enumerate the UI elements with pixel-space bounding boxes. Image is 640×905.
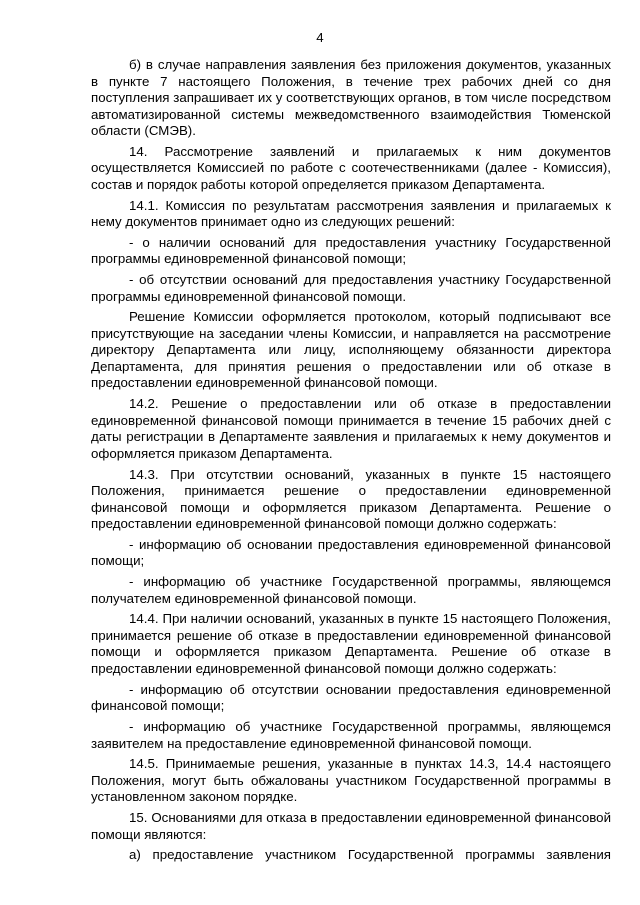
paragraph-14-3-grant-decision: 14.3. При отсутствии оснований, указанных в пункте 15 настоящего Положения, принимается решение о предоставлении единовременной финансовой помощи и оформляется приказом Департамента. Решение о предоставлении единовременной финансовой помощи должно содержать: xyxy=(91,466,611,532)
paragraph-15-refusal-grounds: 15. Основаниями для отказа в предоставлении единовременной финансовой помощи являются: xyxy=(91,810,611,842)
paragraph-14-commission: 14. Рассмотрение заявлений и прилагаемых к ним документов осуществляется Комиссией по работе с соотечественниками (далее - Комиссия), состав и порядок работы которой определяется приказом Департамента. xyxy=(91,143,611,192)
paragraph-14-3-recipient-info: - информацию об участнике Государственной программы, являющемся получателем единовременной финансовой помощи. xyxy=(91,574,611,606)
paragraph-14-5-appeal: 14.5. Принимаемые решения, указанные в пунктах 14.3, 14.4 настоящего Положения, могут быть обжалованы участником Государственной программы в установленном законом порядке. xyxy=(91,756,611,805)
paragraph-13b-request-documents: б) в случае направления заявления без приложения документов, указанных в пункте 7 настоящего Положения, в течение трех рабочих дней со дня поступления запрашивает их у соответствующих органов, в том числе посредством автоматизированной системы межведомственного взаимодействия Тюменской области (СМЭВ). xyxy=(91,57,611,138)
document-body xyxy=(91,57,611,864)
paragraph-15a-application: а) предоставление участником Государственной программы заявления xyxy=(129,847,611,863)
paragraph-14-1-decisions: 14.1. Комиссия по результатам рассмотрения заявления и прилагаемых к нему документов принимает одно из следующих решений: xyxy=(91,197,611,230)
paragraph-14-1-grounds-absent: - об отсутствии оснований для предоставления участнику Государственной программы единовременной финансовой помощи. xyxy=(91,272,611,304)
paragraph-14-1-grounds-present: - о наличии оснований для предоставления участнику Государственной программы единовременной финансовой помощи; xyxy=(91,234,611,267)
paragraph-commission-protocol: Решение Комиссии оформляется протоколом, который подписывают все присутствующие на заседании члены Комиссии, и направляется на рассмотрение директору Департамента или лицу, исполняющему обязанности директора Департамента, для принятия решения о предоставлении или об отказе в предоставлении единовременной финансовой помощи. xyxy=(91,309,611,391)
paragraph-14-2-timeframe: 14.2. Решение о предоставлении или об отказе в предоставлении единовременной финансовой помощи принимается в течение 15 рабочих дней с даты регистрации в Департаменте заявления и прилагаемых к нему документов и оформляется приказом Департамента. xyxy=(91,396,611,461)
page-number: 4 xyxy=(316,30,324,45)
paragraph-14-3-basis-info: - информацию об основании предоставления единовременной финансовой помощи; xyxy=(91,536,611,569)
paragraph-14-4-no-basis-info: - информацию об отсутствии основании предоставления единовременной финансовой помощи; xyxy=(91,681,611,714)
paragraph-14-4-applicant-info: - информацию об участнике Государственной программы, являющемся заявителем на предоставление единовременной финансовой помощи. xyxy=(91,719,611,751)
paragraph-14-4-refusal-decision: 14.4. При наличии оснований, указанных в пункте 15 настоящего Положения, принимается решение об отказе в предоставлении единовременной финансовой помощи и оформляется приказом Департамента. Решение об отказе в предоставлении единовременной финансовой помощи должно содержать: xyxy=(91,611,611,676)
